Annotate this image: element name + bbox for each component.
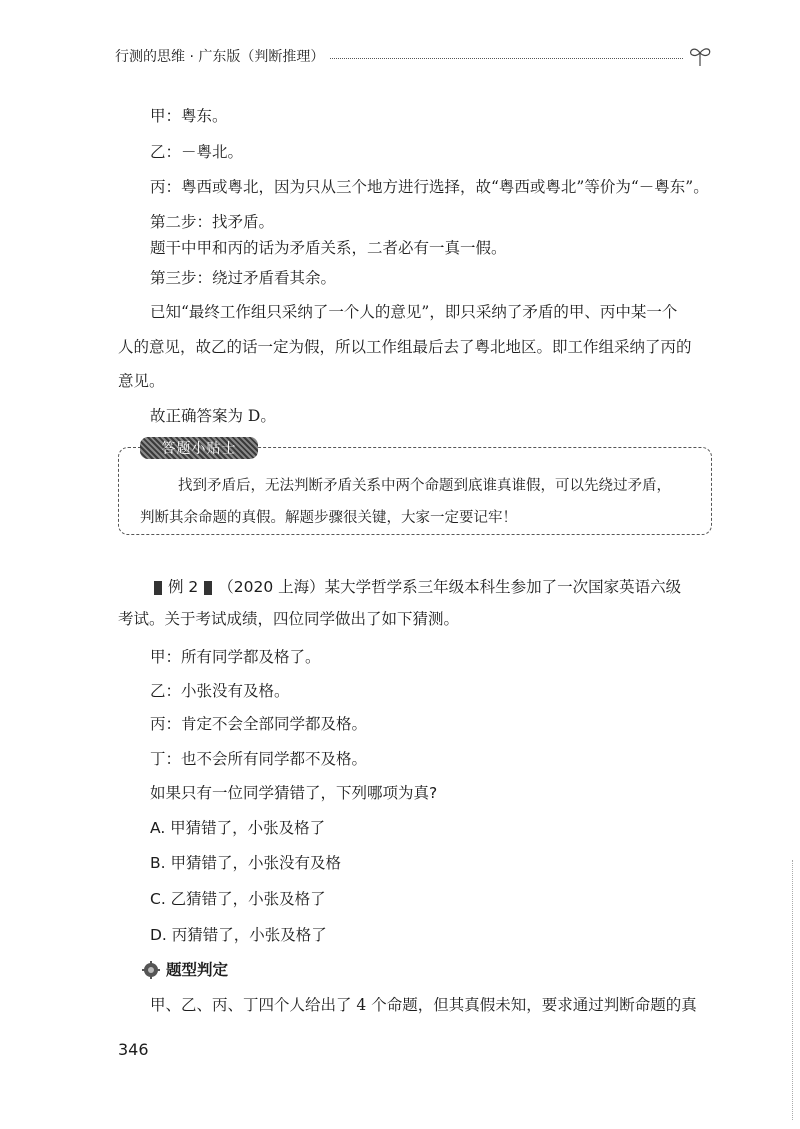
- header-title: 行测的思维 · 广东版（判断推理）: [115, 49, 325, 65]
- statement: 甲：所有同学都及格了。: [150, 648, 321, 666]
- tip-text-line: 找到矛盾后，无法判断矛盾关系中两个命题到底谁真谁假，可以先绕过矛盾，: [178, 478, 671, 494]
- statement: 乙：小张没有及格。: [150, 682, 290, 700]
- option-b: B. 甲猜错了，小张没有及格: [150, 854, 341, 872]
- example-bracket-mark: [154, 581, 162, 595]
- statement: 丁：也不会所有同学都不及格。: [150, 750, 368, 768]
- text-line: 故正确答案为 D。: [150, 407, 276, 425]
- tip-text-line: 判断其余命题的真假。解题步骤很关键，大家一定要记牢！: [140, 510, 517, 526]
- text-line: 意见。: [118, 372, 165, 390]
- statement: 丙：肯定不会全部同学都及格。: [150, 715, 368, 733]
- text-line: 第二步：找矛盾。: [150, 213, 275, 231]
- example-text: （2020 上海）某大学哲学系三年级本科生参加了一次国家英语六级: [218, 578, 682, 596]
- example-heading: [148, 577, 681, 597]
- text-line: 题干中甲和丙的话为矛盾关系，二者必有一真一假。: [150, 239, 507, 257]
- header-rule: [330, 58, 683, 59]
- option-a: A. 甲猜错了，小张及格了: [150, 819, 326, 837]
- text-line: 考试。关于考试成绩，四位同学做出了如下猜测。: [118, 610, 460, 628]
- example-label: 例 2: [168, 578, 199, 596]
- question: 如果只有一位同学猜错了，下列哪项为真?: [150, 784, 438, 802]
- text-line: 已知“最终工作组只采纳了一个人的意见”，即只采纳了矛盾的甲、丙中某一个: [150, 303, 678, 321]
- text-line: 人的意见，故乙的话一定为假，所以工作组最后去了粤北地区。即工作组采纳了丙的: [118, 338, 692, 356]
- scan-edge-marks: [792, 860, 797, 1120]
- running-header: [115, 44, 715, 68]
- text-line: 甲、乙、丙、丁四个人给出了 4 个命题，但其真假未知，要求通过判断命题的真: [150, 996, 697, 1014]
- sprout-icon: [685, 44, 715, 68]
- tip-badge: 答题小贴士: [140, 437, 258, 459]
- text-line: 乙：－粤北。: [150, 143, 244, 161]
- page-number: 346: [118, 1040, 149, 1059]
- text-line: 丙：粤西或粤北，因为只从三个地方进行选择，故“粤西或粤北”等价为“－粤东”。: [150, 178, 709, 196]
- text-line: 第三步：绕过矛盾看其余。: [150, 269, 337, 287]
- example-bracket-mark: [204, 581, 212, 595]
- option-d: D. 丙猜错了，小张及格了: [150, 926, 327, 944]
- section-title: 题型判定: [166, 961, 229, 979]
- option-c: C. 乙猜错了，小张及格了: [150, 890, 326, 908]
- text-line: 甲：粤东。: [150, 107, 228, 125]
- gear-icon: [142, 961, 160, 979]
